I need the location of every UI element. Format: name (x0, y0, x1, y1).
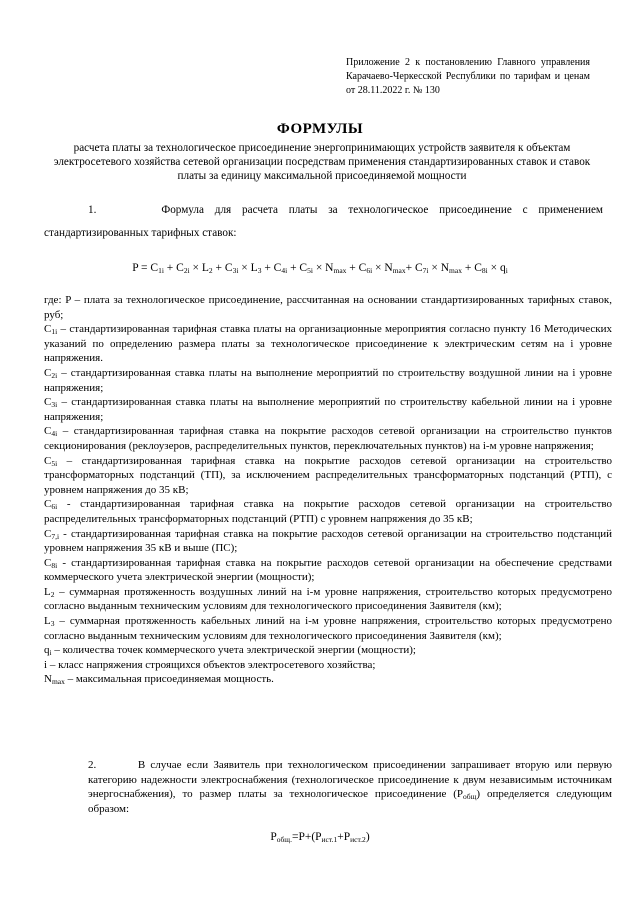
definition-item (44, 614, 612, 643)
formula1-term: × q (487, 262, 506, 274)
definition-text: - стандартизированная тарифная ставка на покрытие расходов сетевой организации на строительство подстанций уровнем напряжения 35 кВ и выше (ПС); (44, 527, 612, 555)
formula1-term: P = C (132, 262, 159, 274)
formula1-subscript: 5i (307, 266, 313, 275)
formula-2 (0, 831, 640, 844)
formula1-term: × N (428, 262, 450, 274)
definition-symbol: L (44, 585, 51, 598)
definition-symbol: C (44, 323, 52, 336)
definition-subscript: 4i (51, 429, 58, 439)
formula2-term: ) (365, 831, 370, 843)
definition-symbol: C (44, 366, 52, 379)
definition-item (44, 366, 612, 395)
definition-item (44, 658, 612, 673)
formula1-subscript: max (333, 266, 347, 275)
definition-symbol: C (44, 527, 52, 540)
definition-subscript: 2i (51, 370, 58, 380)
definition-text: – стандартизированная тарифная ставка платы на организационные мероприятия согласно пункту 16 Методических указаний по определению размера платы за технологическое присоединение к электрическим сетям на i уровне напряжения. (44, 323, 612, 365)
definition-text: – суммарная протяженность воздушных линий на i-м уровне напряжения, строительство которых предусмотрено согласно выданным техническим условиям для технологического присоединения Заявителя (км); (44, 585, 612, 613)
formula1-subscript: 3i (232, 266, 239, 275)
definition-symbol: i (44, 658, 48, 671)
definition-symbol: q (44, 644, 50, 657)
definition-item (44, 497, 612, 526)
definition-symbol: C (44, 454, 52, 467)
formula1-subscript: 2i (183, 266, 190, 275)
definitions-list (44, 293, 612, 687)
section-2-text-b: ) определяется следующим образом: (88, 788, 612, 815)
section-1-text-line-2: стандартизированных тарифных ставок: (44, 227, 237, 239)
section-2 (44, 758, 612, 816)
formula1-subscript: 3 (257, 266, 262, 275)
definition-text: – стандартизированная тарифная ставка на покрытие расходов сетевой организации на строительство трансформаторных подстанций (ТП), за исключением распределительных трансформаторных подстанций (РТП), с уровнем напряжения до 35 кВ; (44, 454, 612, 496)
definition-item (44, 585, 612, 614)
definition-text: где: P – плата за технологическое присоединение, рассчитанная на основании стандартизированных тарифных ставок, руб; (44, 294, 612, 321)
formula1-subscript: max (392, 266, 406, 275)
formula1-term: × L (238, 262, 258, 274)
formula2-term: P (270, 831, 277, 843)
definition-text: – стандартизированная ставка платы на выполнение мероприятий по строительству воздушной линии на i уровне напряжения; (44, 366, 612, 394)
section-1-line-1 (44, 199, 603, 222)
definition-text: – стандартизированная тарифная ставка на покрытие расходов сетевой организации на строительство пунктов секционирования (реклоузеров, распределительных пунктов, переключательных пунктов) на i-м уровне напряжения; (44, 425, 612, 452)
document-title: ФОРМУЛЫ (276, 121, 364, 137)
definition-item (44, 672, 612, 687)
formula1-term: + C (405, 262, 423, 274)
definition-item (44, 424, 612, 453)
document-subtitle: расчета платы за технологическое присоединение энергопринимающих устройств заявителя к объектам электросетевого хозяйства сетевой организации посредствам применения стандартизированных ставок и ставок платы за единицу максимальной присоединяемой мощности (53, 142, 591, 182)
definition-symbol: N (44, 673, 52, 686)
definition-item (44, 322, 612, 366)
definition-subscript: max (51, 677, 65, 687)
definition-symbol: L (44, 615, 51, 628)
formula2-subscript: ист.1 (321, 835, 338, 844)
definition-subscript: 8i (51, 560, 58, 570)
formula1-subscript: max (449, 266, 462, 275)
formula1-term: + C (261, 262, 282, 274)
formula1-term: + C (287, 262, 308, 274)
definition-item (44, 454, 612, 498)
definition-subscript: 3i (51, 400, 58, 410)
definition-text: – стандартизированная ставка платы на выполнение мероприятий по строительству кабельной линии на i уровне напряжения; (44, 396, 612, 423)
definition-text: – количества точек коммерческого учета электрической энергии (мощности); (51, 644, 416, 657)
formula1-subscript: 6i (366, 266, 373, 275)
formula1-term: + C (212, 262, 233, 274)
section-2-paragraph (44, 758, 612, 816)
formula2-subscript: ист.2 (350, 835, 366, 844)
definition-subscript: i (49, 648, 52, 658)
formula1-term: + C (346, 262, 367, 274)
section-1-number: 1. (88, 204, 97, 216)
section-1 (44, 199, 603, 245)
section-1-text-line-1: Формула для расчета платы за технологическое присоединение с применением (161, 204, 603, 216)
definition-subscript: 2 (50, 589, 55, 599)
definition-text: – класс напряжения строящихся объектов электросетевого хозяйства; (47, 658, 376, 671)
definition-text: – суммарная протяженность кабельных линий на i-м уровне напряжения, строительство которых предусмотрено согласно выданным техническим условиям для технологического присоединения Заявителя (км); (44, 615, 612, 642)
definition-item (44, 527, 612, 556)
section-2-number: 2. (88, 759, 97, 771)
formula1-term: + C (163, 262, 184, 274)
definition-item (44, 556, 612, 585)
formula1-term: × N (372, 262, 393, 274)
definition-symbol: C (44, 396, 52, 409)
section-2-text-a: В случае если Заявитель при технологическом присоединении запрашивает вторую или первую категорию надежности электроснабжения (технологическое присоединение к двум независимым источникам энергоснабжения), то размер платы за технологическое присоединение (P (88, 759, 612, 801)
formula-1 (0, 262, 640, 275)
definition-subscript: 6i (51, 502, 58, 512)
appendix-note: Приложение 2 к постановлению Главного управления Карачаево-Черкесской Республики по тарифам и ценам от 28.11.2022 г. № 130 (346, 57, 590, 96)
definition-symbol: C (44, 425, 52, 438)
definition-text: - стандартизированная тарифная ставка на покрытие расходов сетевой организации на строительство распределительных трансформаторных подстанций (РТП) с уровнем напряжения до 35 кВ; (44, 498, 612, 525)
formula2-term: =P+(P (291, 831, 322, 843)
section-2-sub: общ (463, 792, 477, 802)
definition-subscript: 5i (51, 458, 58, 468)
definition-item (44, 293, 612, 322)
formula1-subscript: 7i (422, 266, 429, 275)
definition-text: - стандартизированная тарифная ставка на покрытие расходов сетевой организации на обеспечение средствами коммерческого учета электрической энергии (мощности); (44, 556, 612, 584)
formula1-subscript: 8i (481, 266, 488, 275)
definition-subscript: 3 (50, 619, 55, 629)
formula1-subscript: 2 (208, 266, 213, 275)
formula1-term: + C (461, 262, 482, 274)
definition-symbol: C (44, 498, 52, 511)
formula1-term: × N (312, 262, 334, 274)
definition-subscript: 7,i (51, 531, 60, 541)
formula1-term: × L (189, 262, 209, 274)
definition-symbol: C (44, 556, 52, 569)
formula1-subscript: i (505, 266, 508, 275)
formula1-subscript: 4i (281, 266, 288, 275)
formula1-subscript: 1i (158, 266, 164, 275)
definition-item (44, 395, 612, 424)
formula2-term: +P (337, 831, 351, 843)
definition-subscript: 1i (51, 327, 58, 337)
definition-item (44, 643, 612, 658)
formula2-subscript: общ. (276, 835, 292, 844)
definition-text: – максимальная присоединяемая мощность. (64, 673, 274, 686)
